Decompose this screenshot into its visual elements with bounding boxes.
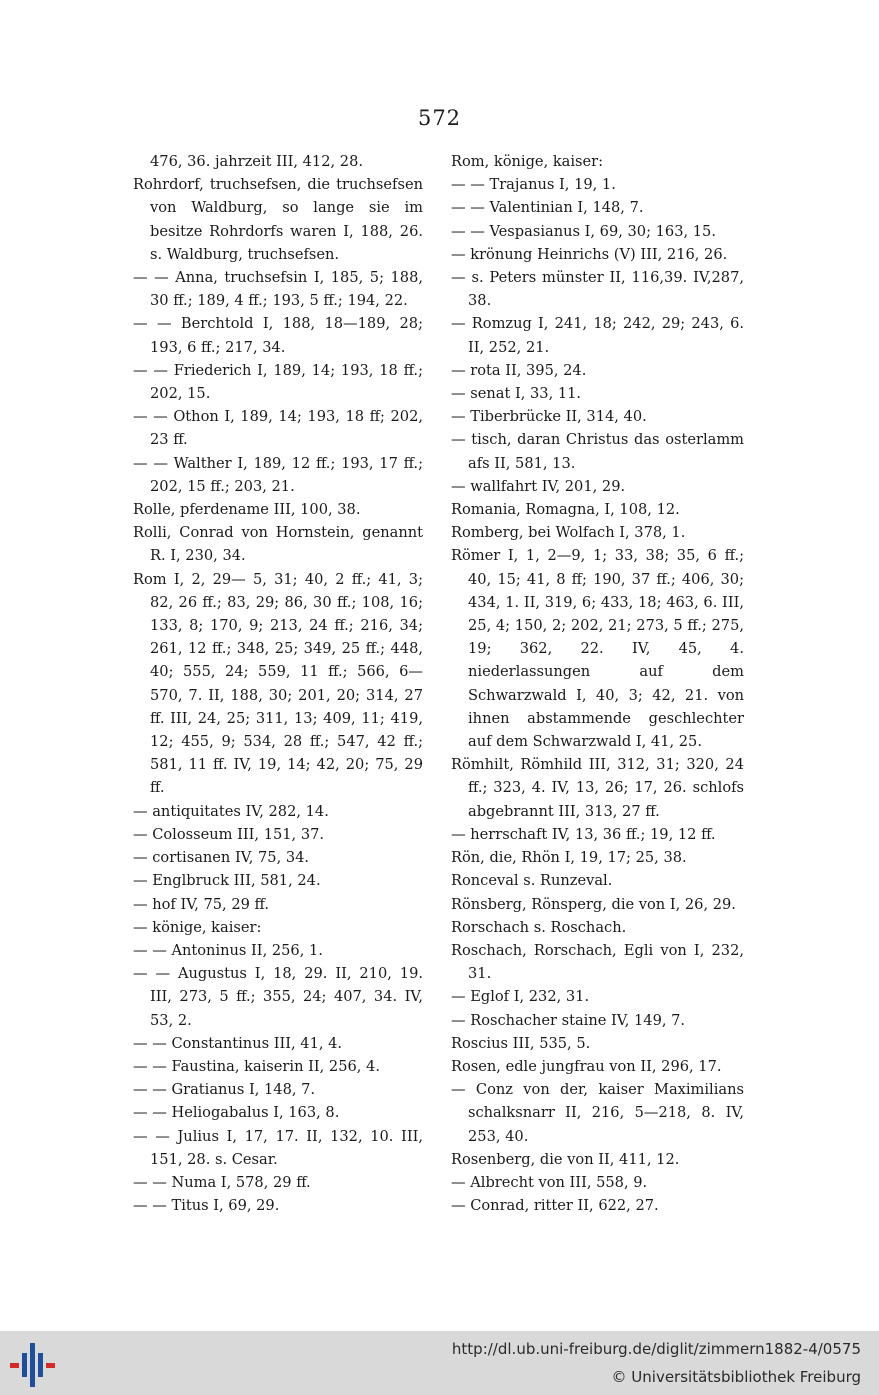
index-entry: — — Trajanus I, 19, 1. [451,176,616,194]
index-entry: Rorschach s. Roschach. [451,918,627,936]
index-entry: — — Valentinian I, 148, 7. [451,199,644,217]
index-entry: Römhilt, Römhild III, 312, 31; 320, 24 ff.; 323, 4. IV, 13, 26; 17, 26. schlofs abgebrannt III, 313, 27 ff. [451,756,744,820]
index-column-right [451,150,744,1217]
index-entry: Rohrdorf, truchsefsen, die truchsefsen von Waldburg, so lange sie im besitze Rohrdorfs waren I, 188, 26. s. Waldburg, truchsefsen. [133,176,423,263]
index-entry: Roschach, Rorschach, Egli von I, 232, 31. [451,941,744,983]
index-entry: — — Friederich I, 189, 14; 193, 18 ff.; 202, 15. [133,361,423,403]
index-entry: Romania, Romagna, I, 108, 12. [451,501,680,519]
index-entry: — — Berchtold I, 188, 18—189, 28; 193, 6 ff.; 217, 34. [133,315,423,356]
index-entry: — hof IV, 75, 29 ff. [133,895,270,913]
index-entry: — — Faustina, kaiserin II, 256, 4. [133,1057,380,1075]
index-entry: Rolle, pferdename III, 100, 38. [133,501,361,519]
index-entry: — Roschacher staine IV, 149, 7. [451,1011,686,1029]
index-entry: Rön, die, Rhön I, 19, 17; 25, 38. [451,849,687,867]
index-entry: Roscius III, 535, 5. [451,1034,591,1052]
index-entry: — könige, kaiser: [133,918,262,936]
index-entry: 476, 36. jahrzeit III, 412, 28. [150,153,363,170]
index-entry: — Englbruck III, 581, 24. [133,872,321,890]
index-entry: — — Antoninus II, 256, 1. [133,941,323,959]
index-entry: — Conrad, ritter II, 622, 27. [451,1197,659,1215]
index-entry: Romberg, bei Wolfach I, 378, 1. [451,524,686,542]
index-entry: — — Heliogabalus I, 163, 8. [133,1104,340,1122]
index-entry: Rönsberg, Rönsperg, die von I, 26, 29. [451,895,736,913]
index-column-left [133,150,423,1217]
index-entry: Rom, könige, kaiser: [451,153,604,170]
copyright-notice: © Universitätsbibliothek Freiburg [611,1368,861,1386]
index-entry: — Albrecht von III, 558, 9. [451,1173,648,1191]
index-entry: — krönung Heinrichs (V) III, 216, 26. [451,245,728,263]
index-entry: — cortisanen IV, 75, 34. [133,849,310,867]
index-entry: — — Anna, truchsefsin I, 185, 5; 188, 30 ff.; 189, 4 ff.; 193, 5 ff.; 194, 22. [133,269,423,310]
index-entry: Römer I, 1, 2—9, 1; 33, 38; 35, 6 ff.; 40, 15; 41, 8 ff; 190, 37 ff.; 406, 30; 434, 1. II, 319, 6; 433, 18; 463, 6. III, 25, 4; 150, 2; 202, 21; 273, 5 ff.; 275, 19; 362, 22. IV, 45, 4. niederlassungen auf dem Schwarzwald I, 40, 3; 42, 21. von ihnen abstammende geschlechter auf dem Schwarzwald I, 41, 25. [451,547,744,751]
index-entry: — rota II, 395, 24. [451,361,587,379]
index-entry: — — Augustus I, 18, 29. II, 210, 19. III, 273, 5 ff.; 355, 24; 407, 34. IV, 53, 2. [133,965,423,1029]
index-entry: — — Titus I, 69, 29. [133,1197,280,1215]
index-entry: — Romzug I, 241, 18; 242, 29; 243, 6. II, 252, 21. [451,315,744,356]
index-entry: — herrschaft IV, 13, 36 ff.; 19, 12 ff. [451,825,716,843]
index-entry: — — Numa I, 578, 29 ff. [133,1173,311,1191]
index-entry: Rosen, edle jungfrau von II, 296, 17. [451,1057,722,1075]
page-number: 572 [417,106,462,130]
index-entry: — — Gratianus I, 148, 7. [133,1081,316,1099]
index-entry: — wallfahrt IV, 201, 29. [451,477,626,495]
viewer-footer [0,1331,879,1395]
index-entry: — Eglof I, 232, 31. [451,988,590,1006]
index-entry: Ronceval s. Runzeval. [451,872,613,890]
index-entry: — Conz von der, kaiser Maximilians schalksnarr II, 216, 5—218, 8. IV, 253, 40. [451,1081,744,1145]
index-entry: — — Julius I, 17, 17. II, 132, 10. III, 151, 28. s. Cesar. [133,1127,423,1168]
index-entry: — s. Peters münster II, 116,39. IV,287, 38. [451,269,744,310]
index-entry: Rosenberg, die von II, 411, 12. [451,1150,680,1168]
source-url-link[interactable]: http://dl.ub.uni-freiburg.de/diglit/zimmern1882-4/0575 [451,1340,861,1358]
index-entry: — — Constantinus III, 41, 4. [133,1034,343,1052]
index-entry: — — Walther I, 189, 12 ff.; 193, 17 ff.; 202, 15 ff.; 203, 21. [133,454,423,495]
index-entry: — antiquitates IV, 282, 14. [133,802,329,820]
index-entry: — — Othon I, 189, 14; 193, 18 ff; 202, 23 ff. [133,408,423,449]
index-entry: Rom I, 2, 29— 5, 31; 40, 2 ff.; 41, 3; 82, 26 ff.; 83, 29; 86, 30 ff.; 108, 16; 133, 8; 170, 9; 213, 24 ff.; 216, 34; 261, 12 ff.; 348, 25; 349, 25 ff.; 448, 40; 555, 24; 559, 11 ff.; 566, 6— 570, 7. II, 188, 30; 201, 20; 314, 27 ff. III, 24, 25; 311, 13; 409, 11; 419, 12; 455, 9; 534, 28 ff.; 547, 42 ff.; 581, 11 ff. IV, 19, 14; 42, 20; 75, 29 ff. [133,570,423,797]
index-entry: — — Vespasianus I, 69, 30; 163, 15. [451,222,716,240]
ub-freiburg-logo-icon [8,1339,56,1387]
index-entry: — Tiberbrücke II, 314, 40. [451,408,647,426]
index-entry: Rolli, Conrad von Hornstein, genannt R. I, 230, 34. [133,524,423,565]
index-entry: — tisch, daran Christus das osterlamm afs II, 581, 13. [451,431,744,472]
index-entry: — Colosseum III, 151, 37. [133,825,325,843]
index-entry: — senat I, 33, 11. [451,385,582,403]
